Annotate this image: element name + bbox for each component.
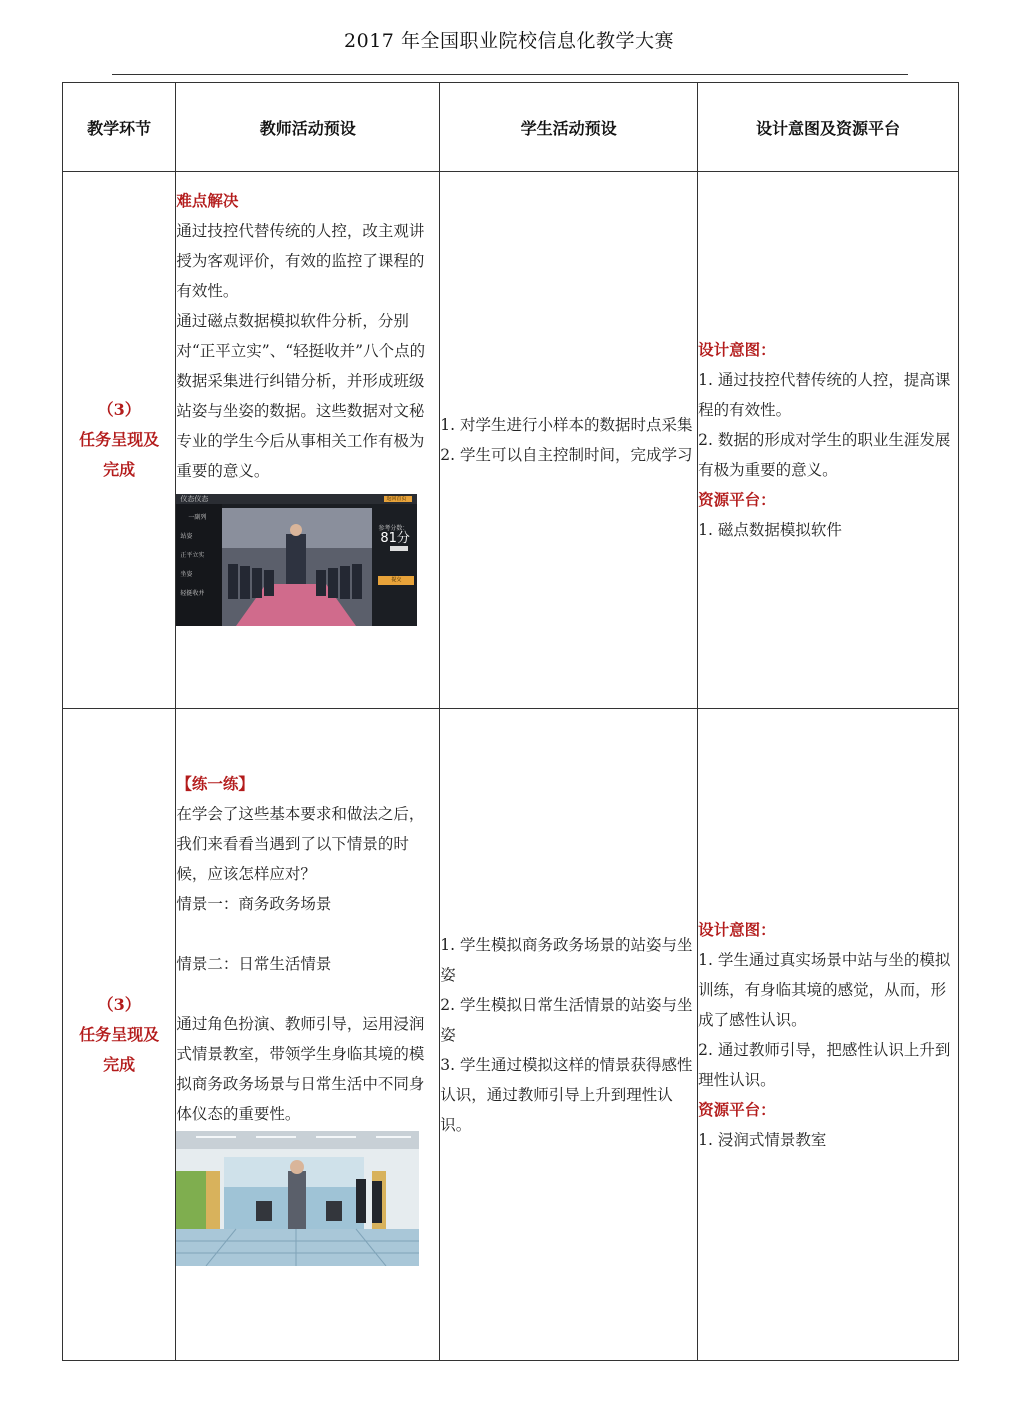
stage-name-line1: 任务呈现及 [79,1024,160,1044]
student-activity-item: 2. 学生可以自主控制时间，完成学习 [440,446,693,464]
resource-platform-label: 资源平台： [698,1099,776,1119]
document-title: 2017 年全国职业院校信息化教学大赛 [344,30,674,52]
scene-one: 情景一：商务政务场景 [176,895,332,913]
software-topbar-title: 仪态仪态 [180,495,209,503]
header-teacher-activity: 教师活动预设 [176,83,440,172]
software-home-button: 返回首页 [386,496,407,502]
header-student-activity: 学生活动预设 [440,83,698,172]
stage-name-line2: 完成 [103,1054,136,1074]
scene-two: 情景二：日常生活情景 [176,955,332,973]
design-intent-label: 设计意图： [698,919,776,939]
teacher-activity-cell [176,172,440,709]
student-activity-item: 2. 学生模拟日常生活情景的站姿与坐姿 [440,995,693,1044]
menu-item: 站姿 [180,533,193,540]
posture-software-screenshot [176,494,417,626]
table-row [63,709,959,1361]
spacer [176,979,439,1009]
student-activity-cell [440,172,698,709]
title-underline [112,74,908,75]
teacher-intro: 在学会了这些基本要求和做法之后，我们来看看当遇到了以下情景的时候，应该怎样应对？ [176,805,425,883]
menu-item: 坐姿 [180,571,193,578]
student-activity-item: 3. 学生通过模拟这样的情景获得感性认识，通过教师引导上升到理性认识。 [440,1055,693,1134]
design-intent-label: 设计意图： [698,340,776,359]
spacer [176,919,439,949]
header-stage: 教学环节 [63,83,176,172]
teacher-paragraph: 通过磁点数据模拟软件分析，分别对“正平立实”、“轻挺收并”八个点的数据采集进行纠错分析，并形成班级站姿与坐姿的数据。这些数据对文秘专业的学生今后从事相关工作有极为重要的意义。 [176,312,426,480]
section-heading: 【练一练】 [176,774,254,793]
design-intent-item: 2. 通过教师引导，把感性认识上升到理性认识。 [698,1040,951,1089]
resource-platform-item: 1. 磁点数据模拟软件 [698,521,842,539]
teacher-closing: 通过角色扮演、教师引导，运用浸润式情景教室，带领学生身临其境的模拟商务政务场景与日常生活中不同身体仪态的重要性。 [176,1015,425,1123]
table-header-row [63,83,959,172]
classroom-photo-graphic [176,1131,419,1266]
menu-item: 一副列 [188,514,207,521]
table-row [63,172,959,709]
resource-platform-label: 资源平台： [698,490,776,509]
section-heading: 难点解决 [176,191,239,210]
software-menu [180,508,206,603]
teacher-activity-cell [176,709,440,1361]
menu-item: 轻挺收并 [180,590,205,597]
immersive-classroom-photo [176,1131,419,1266]
stage-cell [63,172,176,709]
menu-item: 正平立实 [180,552,205,559]
stage-number: （3） [97,994,141,1014]
design-intent-item: 1. 通过技控代替传统的人控，提高课程的有效性。 [698,371,951,419]
score-label: 参考分数： [378,525,409,532]
resource-platform-item: 1. 浸润式情景教室 [698,1130,827,1149]
header-design-intent: 设计意图及资源平台 [698,83,959,172]
design-intent-cell [698,709,959,1361]
stage-name-line1: 任务呈现及 [79,430,160,449]
student-activity-item: 1. 学生模拟商务政务场景的站姿与坐姿 [440,935,693,984]
student-activity-item: 1. 对学生进行小样本的数据时点采集 [440,416,693,434]
stage-cell [63,709,176,1361]
student-activity-cell [440,709,698,1361]
stage-number: （3） [97,400,141,419]
design-intent-cell [698,172,959,709]
teacher-paragraph: 通过技控代替传统的人控，改主观讲授为客观评价，有效的监控了课程的有效性。 [176,222,425,300]
design-intent-item: 1. 学生通过真实场景中站与坐的模拟训练，有身临其境的感觉，从而，形成了感性认识。 [698,950,951,1029]
score-value: 81分 [380,531,410,546]
submit-button: 提交 [391,577,402,583]
stage-name-line2: 完成 [103,460,136,479]
lesson-plan-table [62,82,959,1361]
design-intent-item: 2. 数据的形成对学生的职业生涯发展有极为重要的意义。 [698,431,951,479]
